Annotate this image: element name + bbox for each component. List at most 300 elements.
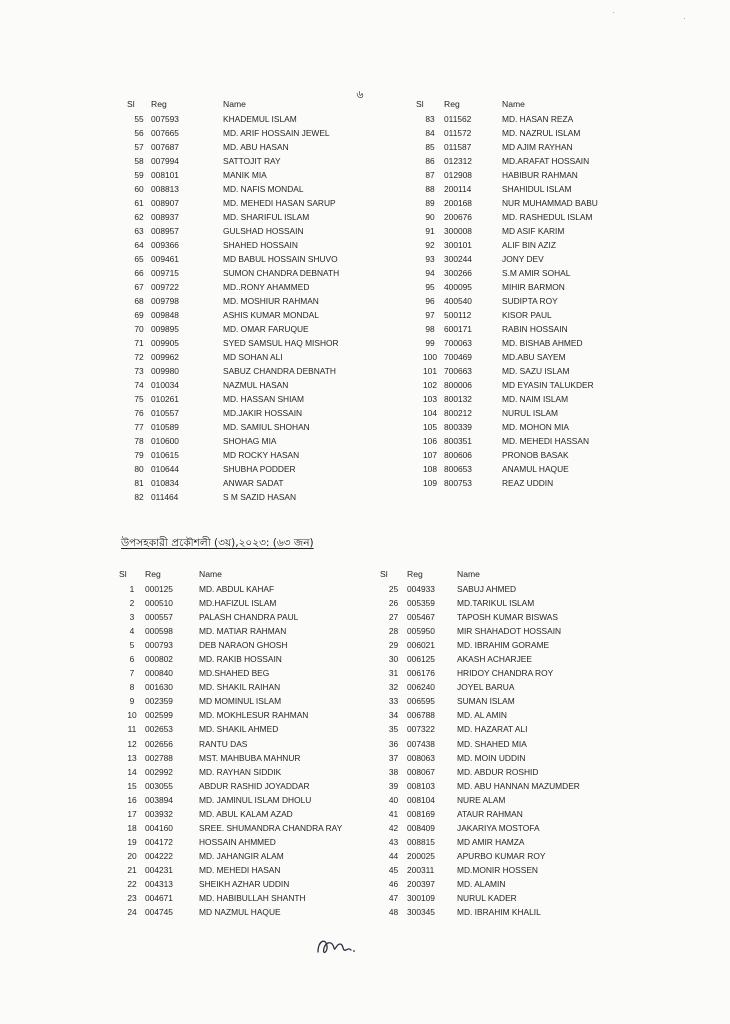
cell-reg: 010600 (151, 436, 179, 446)
cell-sl: 4 (129, 626, 135, 637)
cell-sl: 62 (134, 212, 144, 222)
cell-reg: 009461 (151, 254, 179, 264)
cell-name: TAPOSH KUMAR BISWAS (457, 612, 558, 623)
cell-reg: 000125 (145, 584, 173, 594)
cell-sl: 24 (127, 907, 137, 918)
table-row (416, 350, 672, 364)
table-row (416, 308, 672, 322)
cell-reg: 000802 (145, 654, 173, 665)
cell-name: MD. SHARIFUL ISLAM (223, 212, 310, 222)
cell-reg: 006176 (407, 668, 435, 679)
scan-speck: · (612, 8, 615, 17)
cell-reg: 003055 (145, 780, 173, 791)
cell-name: JOYEL BARUA (457, 682, 515, 693)
cell-sl: 67 (134, 282, 144, 292)
cell-name: MD. ARIF HOSSAIN JEWEL (223, 128, 330, 138)
table-row (119, 582, 375, 596)
page-number: ৬ (356, 89, 364, 101)
cell-name: MD AJIM RAYHAN (502, 142, 573, 152)
table-row (416, 210, 672, 224)
cell-name: SABUJ AHMED (457, 584, 517, 594)
cell-sl: 83 (425, 114, 435, 124)
cell-name: MD. MOKHLESUR RAHMAN (199, 710, 309, 721)
table-row (127, 140, 393, 154)
cell-name: MD. ABU HANNAN MAZUMDER (457, 780, 580, 791)
cell-sl: 107 (423, 450, 437, 460)
cell-sl: 87 (425, 170, 435, 180)
cell-reg: 008067 (407, 766, 435, 777)
cell-name: MD. NAIM ISLAM (502, 394, 569, 404)
cell-name: KHADEMUL ISLAM (223, 114, 297, 124)
cell-name: NUR MUHAMMAD BABU (502, 198, 598, 208)
table-row (380, 765, 637, 779)
cell-reg: 007438 (407, 738, 435, 749)
table-row (380, 751, 637, 765)
table-row (380, 835, 637, 849)
cell-sl: 103 (423, 394, 437, 404)
table-row (127, 294, 393, 308)
cell-reg: 004231 (145, 864, 173, 875)
table-row (380, 596, 637, 610)
cell-name: MD. SHAHED MIA (457, 738, 527, 749)
cell-name: MD. HABIBULLAH SHANTH (199, 893, 306, 904)
cell-name: NAZMUL HASAN (223, 380, 289, 390)
cell-reg: 005467 (407, 612, 435, 623)
cell-name: AKASH ACHARJEE (457, 654, 532, 665)
cell-reg: 008815 (407, 836, 435, 847)
cell-name: MD. HAZARAT ALI (457, 724, 528, 735)
cell-name: MD. RAYHAN SIDDIK (199, 766, 282, 777)
cell-sl: 76 (134, 408, 144, 418)
cell-name: MD.SHAHED BEG (199, 668, 270, 679)
cell-sl: 1 (129, 584, 135, 594)
cell-name: MD. RASHEDUL ISLAM (502, 212, 593, 222)
cell-reg: 007687 (151, 142, 179, 152)
cell-reg: 300244 (444, 254, 472, 264)
table-row (119, 666, 375, 680)
cell-reg: 010034 (151, 380, 179, 390)
cell-reg: 800212 (444, 408, 472, 418)
table-row (416, 224, 672, 238)
cell-sl: 80 (134, 464, 144, 474)
cell-reg: 002359 (145, 696, 173, 707)
cell-name: JAKARIYA MOSTOFA (457, 822, 540, 833)
cell-sl: 86 (425, 156, 435, 166)
table-row (416, 378, 672, 392)
table-row (380, 779, 637, 793)
cell-name: MIHIR BARMON (502, 282, 565, 292)
table-row (380, 708, 637, 722)
cell-sl: 37 (388, 752, 399, 763)
cell-reg: 000598 (145, 626, 173, 637)
table-row (416, 266, 672, 280)
cell-name: SYED SAMSUL HAQ MISHOR (223, 338, 339, 348)
cell-reg: 006021 (407, 640, 435, 651)
cell-sl: 72 (134, 352, 144, 362)
cell-reg: 009715 (151, 268, 179, 278)
cell-reg: 012908 (444, 170, 472, 180)
table-row (127, 308, 393, 322)
cell-sl: 58 (134, 156, 144, 166)
cell-sl: 20 (127, 850, 137, 861)
table-row (380, 905, 637, 919)
cell-name: ANWAR SADAT (223, 478, 284, 488)
cell-name: MD. BISHAB AHMED (502, 338, 583, 348)
cell-reg: 008409 (407, 822, 435, 833)
table-row (380, 807, 637, 821)
cell-sl: 10 (127, 710, 137, 721)
cell-sl: 100 (423, 352, 437, 362)
cell-sl: 78 (134, 436, 144, 446)
cell-name: SHAHIDUL ISLAM (502, 184, 572, 194)
cell-sl: 109 (423, 478, 437, 488)
cell-name: HABIBUR RAHMAN (502, 170, 578, 180)
header-sl: Sl (127, 99, 135, 109)
table-row (127, 448, 393, 462)
cell-name: MD. ABU HASAN (223, 142, 289, 152)
cell-name: RABIN HOSSAIN (502, 324, 568, 334)
cell-reg: 400540 (444, 296, 472, 306)
cell-sl: 12 (127, 738, 137, 749)
cell-sl: 65 (134, 254, 144, 264)
cell-reg: 003894 (145, 794, 173, 805)
cell-reg: 008813 (151, 184, 179, 194)
cell-name: MD. MEHEDI HASAN SARUP (223, 198, 336, 208)
table-row (416, 126, 672, 140)
cell-name: MD. IBRAHIM KHALIL (457, 907, 541, 918)
table-row (119, 863, 375, 877)
cell-sl: 64 (134, 240, 144, 250)
cell-name: MD. HASSAN SHIAM (223, 394, 304, 404)
cell-name: MD. NAFIS MONDAL (223, 184, 304, 194)
cell-sl: 57 (134, 142, 144, 152)
cell-sl: 32 (388, 682, 399, 693)
table-row (127, 266, 393, 280)
cell-name: MD. SAMIUL SHOHAN (223, 422, 310, 432)
cell-name: MD..RONY AHAMMED (223, 282, 310, 292)
section2-left-table (119, 567, 375, 919)
cell-reg: 200025 (407, 850, 435, 861)
cell-name: MD ROCKY HASAN (223, 450, 300, 460)
cell-sl: 11 (127, 724, 137, 735)
cell-reg: 300109 (407, 893, 435, 904)
table-row (119, 905, 375, 919)
cell-reg: 004671 (145, 893, 173, 904)
cell-sl: 97 (425, 310, 435, 320)
cell-sl: 56 (134, 128, 144, 138)
cell-reg: 011562 (444, 114, 472, 124)
table-row (380, 891, 637, 905)
table-row (127, 378, 393, 392)
cell-name: SHOHAG MIA (223, 436, 277, 446)
table-row (416, 392, 672, 406)
table-row (416, 434, 672, 448)
cell-name: MD. HASAN REZA (502, 114, 574, 124)
header-sl: Sl (380, 569, 388, 579)
cell-reg: 010589 (151, 422, 179, 432)
table-row (416, 336, 672, 350)
cell-sl: 40 (388, 794, 399, 805)
cell-reg: 010261 (151, 394, 179, 404)
cell-name: MANIK MIA (223, 170, 267, 180)
table-row (127, 364, 393, 378)
cell-reg: 008937 (151, 212, 179, 222)
cell-sl: 85 (425, 142, 435, 152)
cell-sl: 68 (134, 296, 144, 306)
cell-sl: 21 (127, 864, 137, 875)
cell-reg: 006240 (407, 682, 435, 693)
cell-sl: 7 (129, 668, 135, 679)
cell-sl: 5 (129, 640, 135, 651)
cell-sl: 61 (134, 198, 144, 208)
table-row (119, 779, 375, 793)
table-row (380, 863, 637, 877)
table-row (119, 793, 375, 807)
cell-sl: 84 (425, 128, 435, 138)
table-row (380, 624, 637, 638)
table-row (127, 434, 393, 448)
table-row (380, 582, 637, 596)
table-header-row (119, 567, 375, 582)
cell-name: JONY DEV (502, 254, 544, 264)
cell-reg: 011587 (444, 142, 472, 152)
cell-sl: 43 (388, 836, 399, 847)
cell-reg: 002599 (145, 710, 173, 721)
cell-reg: 010557 (151, 408, 179, 418)
table-row (380, 666, 637, 680)
cell-name: HOSSAIN AHMMED (199, 836, 276, 847)
table-row (416, 364, 672, 378)
header-name: Name (199, 569, 222, 579)
cell-sl: 34 (388, 710, 399, 721)
cell-reg: 009848 (151, 310, 179, 320)
section1-right-table (416, 97, 672, 490)
cell-name: MD BABUL HOSSAIN SHUVO (223, 254, 338, 264)
cell-reg: 700469 (444, 352, 472, 362)
cell-sl: 70 (134, 324, 144, 334)
cell-name: MD. MOSHIUR RAHMAN (223, 296, 319, 306)
cell-reg: 800606 (444, 450, 472, 460)
cell-reg: 400095 (444, 282, 472, 292)
cell-name: MD. MOIN UDDIN (457, 752, 526, 763)
cell-sl: 19 (127, 836, 137, 847)
cell-name: MD. ABDUR ROSHID (457, 766, 539, 777)
table-row (119, 891, 375, 905)
cell-name: SUMAN ISLAM (457, 696, 515, 707)
table-row (119, 722, 375, 736)
cell-reg: 005359 (407, 598, 435, 609)
cell-name: MD.HAFIZUL ISLAM (199, 598, 277, 609)
scan-speck: · (683, 14, 686, 23)
cell-sl: 75 (134, 394, 144, 404)
cell-reg: 004745 (145, 907, 173, 918)
cell-name: MD MOMINUL ISLAM (199, 696, 282, 707)
table-row (416, 182, 672, 196)
table-row (416, 476, 672, 490)
cell-sl: 45 (388, 864, 399, 875)
table-row (119, 624, 375, 638)
cell-sl: 16 (127, 794, 137, 805)
cell-name: MD. MOHON MIA (502, 422, 569, 432)
cell-sl: 63 (134, 226, 144, 236)
table-row (127, 168, 393, 182)
table-row (127, 126, 393, 140)
table-row (119, 652, 375, 666)
cell-reg: 005950 (407, 626, 435, 637)
cell-reg: 002788 (145, 752, 173, 763)
cell-reg: 009895 (151, 324, 179, 334)
table-header-row (416, 97, 672, 112)
cell-name: MD. SHAKIL RAIHAN (199, 682, 281, 693)
cell-reg: 300345 (407, 907, 435, 918)
table-row (416, 462, 672, 476)
cell-reg: 008101 (151, 170, 179, 180)
table-row (127, 182, 393, 196)
table-row (127, 406, 393, 420)
table-row (119, 708, 375, 722)
table-row (127, 154, 393, 168)
table-row (380, 638, 637, 652)
cell-reg: 008957 (151, 226, 179, 236)
table-row (127, 224, 393, 238)
cell-sl: 35 (388, 724, 399, 735)
cell-name: SHEIKH AZHAR UDDIN (199, 878, 290, 889)
cell-name: MD.MONIR HOSSEN (457, 864, 538, 875)
cell-sl: 106 (423, 436, 437, 446)
cell-reg: 004160 (145, 822, 173, 833)
cell-reg: 007593 (151, 114, 179, 124)
table-row (416, 238, 672, 252)
cell-reg: 002653 (145, 724, 173, 735)
signature-mark (312, 930, 360, 962)
cell-reg: 012312 (444, 156, 472, 166)
table-row (119, 610, 375, 624)
cell-sl: 28 (388, 626, 399, 637)
cell-name: MD. JAMINUL ISLAM DHOLU (199, 794, 312, 805)
cell-sl: 90 (425, 212, 435, 222)
cell-reg: 800132 (444, 394, 472, 404)
cell-sl: 105 (423, 422, 437, 432)
cell-sl: 29 (388, 640, 399, 651)
cell-name: HRIDOY CHANDRA ROY (457, 668, 554, 679)
table-row (127, 252, 393, 266)
cell-name: NURE ALAM (457, 794, 506, 805)
cell-name: MD NAZMUL HAQUE (199, 907, 281, 918)
cell-sl: 31 (388, 668, 399, 679)
cell-reg: 500112 (444, 310, 472, 320)
cell-name: MD AMIR HAMZA (457, 836, 525, 847)
cell-name: MST. MAHBUBA MAHNUR (199, 752, 301, 763)
cell-sl: 22 (127, 878, 137, 889)
cell-sl: 18 (127, 822, 137, 833)
cell-reg: 800006 (444, 380, 472, 390)
cell-reg: 200676 (444, 212, 472, 222)
cell-name: DEB NARAON GHOSH (199, 640, 288, 651)
cell-name: SUMON CHANDRA DEBNATH (223, 268, 340, 278)
cell-sl: 47 (388, 893, 399, 904)
table-row (416, 112, 672, 126)
cell-name: PALASH CHANDRA PAUL (199, 612, 299, 623)
cell-sl: 60 (134, 184, 144, 194)
table-row (416, 154, 672, 168)
cell-sl: 93 (425, 254, 435, 264)
cell-sl: 25 (388, 584, 399, 594)
cell-name: MD. SHAKIL AHMED (199, 724, 279, 735)
cell-name: NURUL ISLAM (502, 408, 558, 418)
cell-reg: 600171 (444, 324, 472, 334)
cell-reg: 300101 (444, 240, 472, 250)
header-name: Name (457, 569, 480, 579)
cell-name: MD. IBRAHIM GORAME (457, 640, 550, 651)
cell-sl: 44 (388, 850, 399, 861)
cell-sl: 79 (134, 450, 144, 460)
table-row (127, 196, 393, 210)
cell-name: NURUL KADER (457, 893, 517, 904)
table-row (416, 196, 672, 210)
cell-name: MD ASIF KARIM (502, 226, 565, 236)
table-row (380, 610, 637, 624)
table-row (127, 476, 393, 490)
table-row (119, 694, 375, 708)
cell-sl: 71 (134, 338, 144, 348)
section-heading: উপসহকারী প্রকৌশলী (৩য়),২০২৩: (৬৩ জন) (121, 537, 314, 549)
table-row (119, 835, 375, 849)
cell-reg: 009962 (151, 352, 179, 362)
cell-name: SHUBHA PODDER (223, 464, 296, 474)
table-row (416, 140, 672, 154)
cell-reg: 010644 (151, 464, 179, 474)
cell-reg: 009980 (151, 366, 179, 376)
cell-reg: 003932 (145, 808, 173, 819)
cell-reg: 800753 (444, 478, 472, 488)
cell-sl: 99 (425, 338, 435, 348)
table-row (380, 849, 637, 863)
table-row (127, 238, 393, 252)
cell-reg: 009366 (151, 240, 179, 250)
cell-name: SUDIPTA ROY (502, 296, 558, 306)
cell-reg: 000793 (145, 640, 173, 651)
cell-sl: 94 (425, 268, 435, 278)
cell-sl: 74 (134, 380, 144, 390)
cell-reg: 004222 (145, 850, 173, 861)
cell-name: MD.ABU SAYEM (502, 352, 566, 362)
table-row (119, 638, 375, 652)
cell-name: ALIF BIN AZIZ (502, 240, 556, 250)
cell-name: MD. NAZRUL ISLAM (502, 128, 581, 138)
cell-reg: 800653 (444, 464, 472, 474)
cell-sl: 92 (425, 240, 435, 250)
cell-name: MD. AL AMIN (457, 710, 507, 721)
cell-sl: 88 (425, 184, 435, 194)
cell-sl: 77 (134, 422, 144, 432)
cell-sl: 42 (388, 822, 399, 833)
cell-name: APURBO KUMAR ROY (457, 850, 546, 861)
cell-name: MD SOHAN ALI (223, 352, 283, 362)
cell-reg: 008169 (407, 808, 435, 819)
section1-left-table (127, 97, 393, 504)
cell-reg: 002992 (145, 766, 173, 777)
cell-reg: 007322 (407, 724, 435, 735)
cell-name: GULSHAD HOSSAIN (223, 226, 304, 236)
table-row (127, 392, 393, 406)
table-header-row (380, 567, 637, 582)
table-row (416, 420, 672, 434)
table-row (127, 280, 393, 294)
cell-sl: 41 (388, 808, 399, 819)
cell-sl: 14 (127, 766, 137, 777)
cell-reg: 001630 (145, 682, 173, 693)
cell-name: MD. OMAR FARUQUE (223, 324, 309, 334)
